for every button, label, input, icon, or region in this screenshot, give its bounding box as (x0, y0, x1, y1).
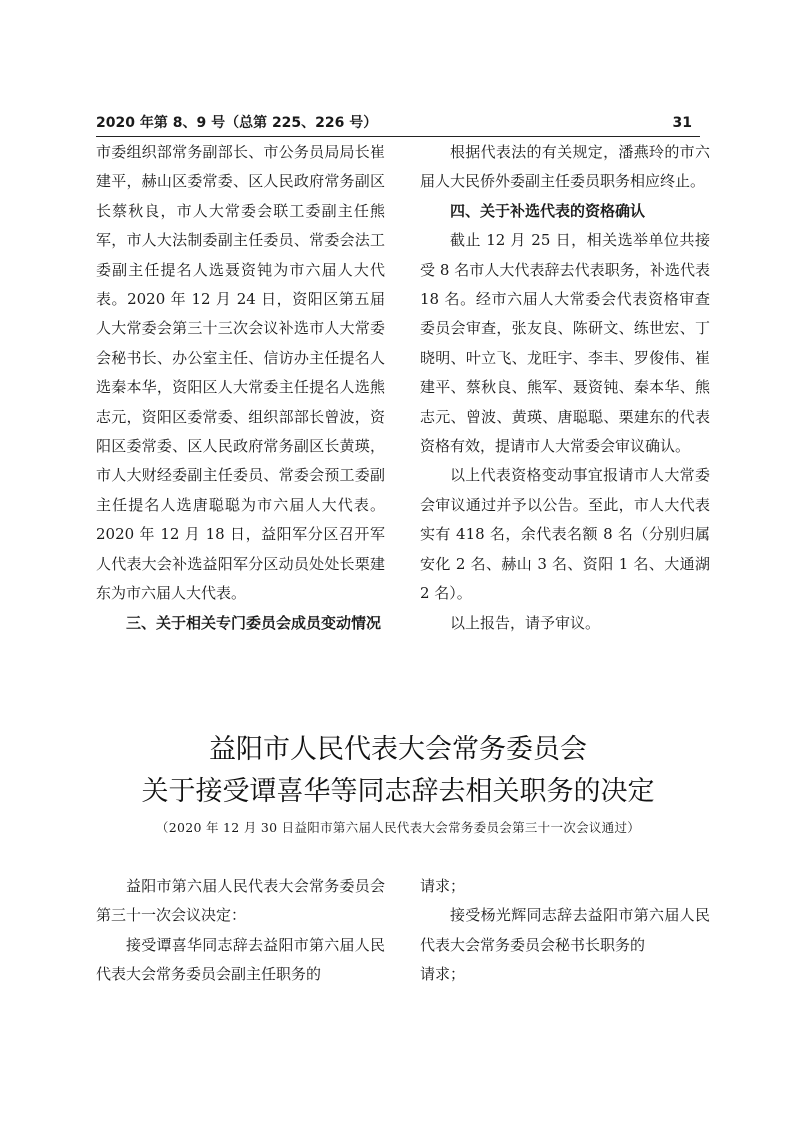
decision-title-line-1: 益阳市人民代表大会常务委员会 (209, 734, 587, 765)
left-column-bottom (96, 872, 385, 990)
header-rule (96, 136, 700, 137)
paragraph: 根据代表法的有关规定，潘燕玲的市六届人大民侨外委副主任委员职务相应终止。 (420, 143, 710, 191)
right-column-top (420, 138, 710, 638)
left-column-top (96, 138, 385, 638)
section-heading-3: 三、关于相关专门委员会成员变动情况 (126, 613, 382, 632)
paragraph-continued: 市委组织部常务副部长、市公务员局局长崔建平，赫山区委常委、区人民政府常务副区长蔡秋良，市人大常委会联工委副主任熊军，市人大法制委副主任委员、常委会法工委副主任提名人选聂资钝为市六届人大代表。2020 年 12 月 24 日，资阳区第五届人大常委会第三十三次会议补选市人大常委会秘书长、办公室主任、信访办主任提名人选秦本华，资阳区人大常委主任提名人选熊志元，资阳区委常委、组织部部长曾波，资阳区委常委、区人民政府常务副区长黄瑛，市人大财经委副主任委员、常委会预工委副主任提名人选唐聪聪为市六届人大代表。2020 年 12 月 18 日，益阳军分区召开军人代表大会补选益阳军分区动员处处长栗建东为市六届人大代表。 (96, 143, 385, 603)
decision-subtitle: （2020 年 12 月 30 日益阳市第六届人民代表大会常务委员会第三十一次会议通过） (155, 820, 641, 835)
issue-label: 2020 年第 8、9 号（总第 225、226 号） (96, 115, 378, 131)
decision-title-line-2: 关于接受谭喜华等同志辞去相关职务的决定 (141, 776, 655, 807)
paragraph: 截止 12 月 25 日，相关选举单位共接受 8 名市人大代表辞去代表职务，补选代表 18 名。经市六届人大常委会代表资格审查委员会审查，张友良、陈研文、练世宏、丁晓明、叶立飞、龙旺宇、李丰、罗俊伟、崔建平、蔡秋良、熊军、聂资钝、秦本华、熊志元、曾波、黄瑛、唐聪聪、栗建东的代表资格有效，提请市人大常委会审议确认。 (420, 231, 710, 456)
section-heading-4: 四、关于补选代表的资格确认 (450, 201, 646, 220)
paragraph: 以上代表资格变动事宜报请市人大常委会审议通过并予以公告。至此，市人大代表实有 418 名，余代表名额 8 名（分别归属安化 2 名、赫山 3 名、资阳 1 名、大通湖 2 名）。 (420, 466, 710, 603)
paragraph: 接受谭喜华同志辞去益阳市第六届人民代表大会常务委员会副主任职务的 (96, 935, 385, 984)
paragraph: 接受杨光辉同志辞去益阳市第六届人民代表大会常务委员会秘书长职务的 (420, 906, 710, 954)
paragraph: 益阳市第六届人民代表大会常务委员会第三十一次会议决定： (96, 877, 385, 925)
page-header (96, 112, 696, 136)
paragraph-continued: 请求； (420, 877, 466, 895)
page-number: 31 (672, 115, 692, 131)
paragraph: 以上报告，请予审议。 (450, 613, 601, 632)
paragraph-continued: 请求； (420, 965, 466, 984)
right-column-bottom (420, 872, 710, 990)
